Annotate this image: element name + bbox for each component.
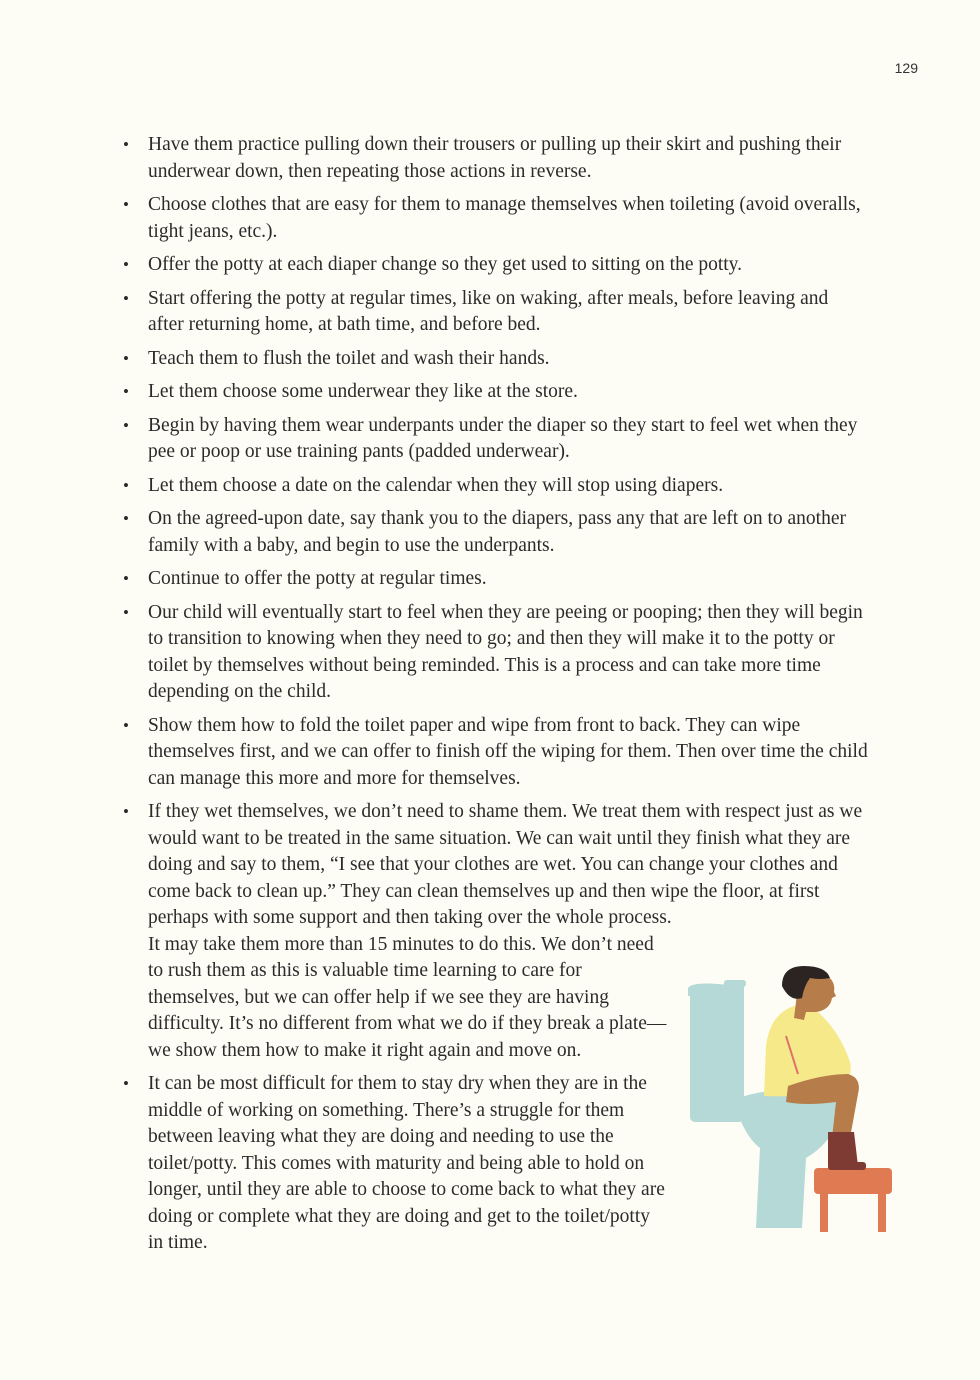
list-item: • On the agreed-upon date, say thank you to the diapers, pass any that are left on to another family with a baby, and begin to use the underpants. (120, 506, 868, 559)
child-on-toilet-illustration (686, 962, 898, 1238)
child-shoe-sole (828, 1162, 866, 1170)
page-number: 129 (894, 60, 918, 76)
list-item: • Have them practice pulling down their trousers or pulling up their skirt and pushing their underwear down, then repeating those actions in reverse. (120, 132, 868, 185)
list-item: • Offer the potty at each diaper change so they get used to sitting on the potty. (120, 252, 868, 279)
list-item-text-continued: It may take them more than 15 minutes to do this. We don’t need to rush them as this is valuable time learning to care for themselves, but we can offer help if we see they are having difficulty. It’s no different from what we do if they break a plate—we show them how to make it right again and move on. (148, 933, 667, 1061)
list-item: • Show them how to fold the toilet paper and wipe from front to back. They can wipe themselves first, and we can offer to finish off the wiping for them. Then over time the child can manage this more and more for themselves. (120, 713, 868, 793)
stool-leg (878, 1192, 886, 1232)
list-item: • Let them choose a date on the calendar when they will stop using diapers. (120, 473, 868, 500)
list-item: • Continue to offer the potty at regular times. (120, 566, 868, 593)
stool-leg (820, 1192, 828, 1232)
list-item-text: If they wet themselves, we don’t need to shame them. We treat them with respect just as we would want to be treated in the same situation. We can wait until they finish what they are doing and say to them, “I see that your clothes are wet. You can change your clothes and come back to clean up.” They can clean themselves up and then wipe the floor, at first perhaps with some support and then taking over the whole process. (148, 801, 863, 928)
child-boots (828, 1132, 858, 1166)
list-item: • Begin by having them wear underpants under the diaper so they start to feel wet when they pee or poop or use training pants (padded underwear). (120, 413, 868, 466)
list-item: • Let them choose some underwear they like at the store. (120, 379, 868, 406)
toilet-flush-lever (724, 980, 746, 987)
stool-top (814, 1168, 892, 1194)
list-item: • Teach them to flush the toilet and wash their hands. (120, 346, 868, 373)
list-item: • Choose clothes that are easy for them to manage themselves when toileting (avoid overalls, tight jeans, etc.). (120, 192, 868, 245)
list-item-text: • It can be most difficult for them to stay dry when they are in the middle of working on something. There’s a struggle for them between leaving what they are doing and needing to use the toilet/potty. This comes with maturity and being able to hold on longer, until they are able to choose to come back to what they are doing or complete what they are doing and get to the toilet/potty in time. (148, 1073, 665, 1253)
step-stool (814, 1168, 892, 1232)
list-item: • Our child will eventually start to feel when they are peeing or pooping; then they will begin to transition to knowing when they need to go; and then they will make it to the potty or toilet by themselves without being reminded. This is a process and can take more time depending on the child. (120, 600, 868, 706)
list-item: • Start offering the potty at regular times, like on waking, after meals, before leaving and after returning home, at bath time, and before bed. (120, 286, 868, 339)
